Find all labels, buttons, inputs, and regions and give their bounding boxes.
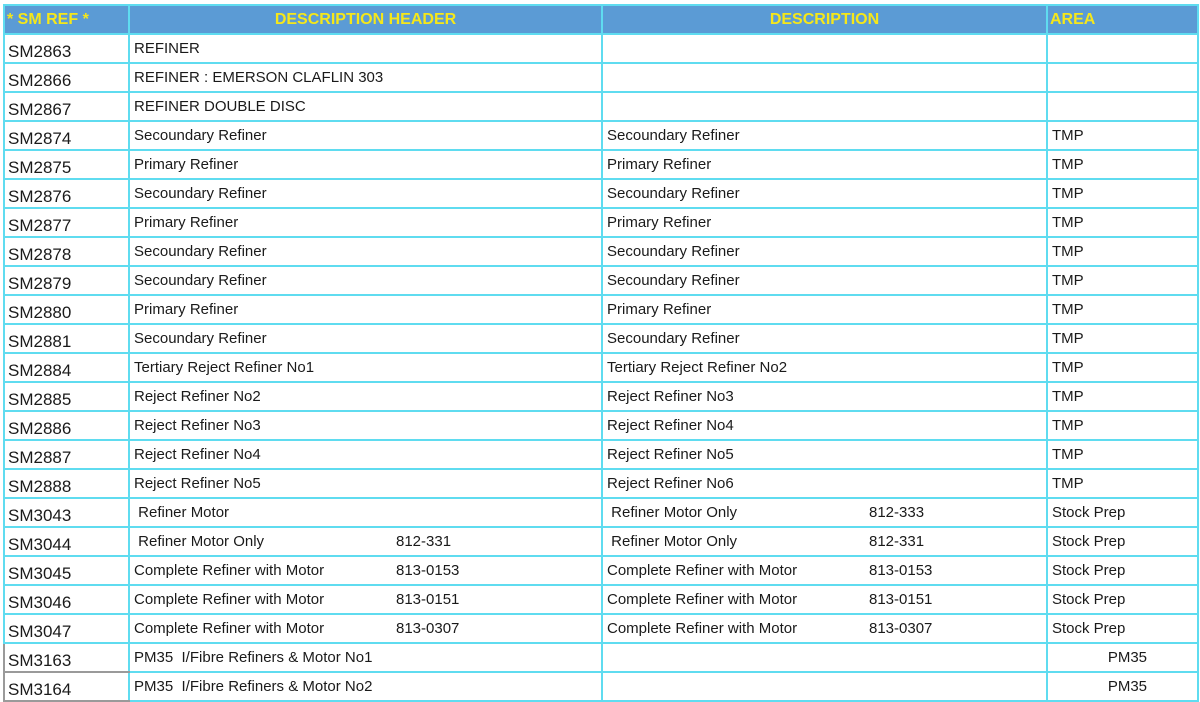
cell-description-text: Primary Refiner: [607, 301, 712, 318]
cell-sm-ref[interactable]: SM2884: [4, 353, 129, 382]
cell-description-header-text: PM35 I/Fibre Refiners & Motor No1: [134, 649, 373, 666]
table-row: [4, 92, 1198, 121]
cell-description-text: Reject Refiner No5: [607, 446, 734, 463]
cell-sm-ref[interactable]: SM3047: [4, 614, 129, 643]
cell-sm-ref[interactable]: SM2867: [4, 92, 129, 121]
cell-description-header-text: Primary Refiner: [134, 301, 239, 318]
table-row: [4, 63, 1198, 92]
cell-description-header[interactable]: [129, 585, 602, 614]
cell-area[interactable]: [1047, 34, 1198, 63]
cell-sm-ref[interactable]: SM2875: [4, 150, 129, 179]
table-row: [4, 643, 1198, 672]
cell-sm-ref[interactable]: SM2878: [4, 237, 129, 266]
cell-sm-ref[interactable]: SM2863: [4, 34, 129, 63]
cell-description-code: 812-333: [869, 504, 925, 521]
cell-area[interactable]: TMP: [1047, 411, 1198, 440]
cell-description-text: Primary Refiner: [607, 214, 712, 231]
cell-description-header-text: Complete Refiner with Motor: [134, 620, 325, 637]
cell-description-text: Refiner Motor Only: [607, 504, 738, 521]
cell-description-header-text: REFINER : EMERSON CLAFLIN 303: [134, 69, 384, 86]
cell-description-header-text: Refiner Motor Only: [134, 533, 265, 550]
cell-area[interactable]: Stock Prep: [1047, 498, 1198, 527]
cell-description-header-text: Reject Refiner No2: [134, 388, 261, 405]
cell-sm-ref[interactable]: SM3046: [4, 585, 129, 614]
cell-description-header[interactable]: [129, 556, 602, 585]
cell-description-text: Reject Refiner No3: [607, 388, 734, 405]
table-row: [4, 266, 1198, 295]
table-row: [4, 585, 1198, 614]
cell-description-header-text: Secoundary Refiner: [134, 272, 267, 289]
cell-description-header[interactable]: [129, 614, 602, 643]
cell-description-header-text: Complete Refiner with Motor: [134, 562, 325, 579]
cell-description-header-text: Secoundary Refiner: [134, 185, 267, 202]
refiner-table: [3, 4, 1199, 702]
cell-area[interactable]: PM35: [1047, 672, 1198, 701]
cell-description-header[interactable]: [129, 179, 602, 208]
cell-description[interactable]: [602, 121, 1047, 150]
table-row: [4, 411, 1198, 440]
cell-description-header[interactable]: [129, 672, 602, 701]
cell-description[interactable]: [602, 324, 1047, 353]
cell-description-header-text: Primary Refiner: [134, 214, 239, 231]
cell-description-header[interactable]: [129, 121, 602, 150]
cell-sm-ref[interactable]: SM2877: [4, 208, 129, 237]
cell-description[interactable]: [602, 208, 1047, 237]
cell-area[interactable]: TMP: [1047, 121, 1198, 150]
cell-description-text: Reject Refiner No6: [607, 475, 734, 492]
cell-description-text: Secoundary Refiner: [607, 243, 740, 260]
cell-area[interactable]: TMP: [1047, 179, 1198, 208]
cell-description-header-text: Secoundary Refiner: [134, 330, 267, 347]
cell-description-header[interactable]: [129, 324, 602, 353]
cell-area[interactable]: TMP: [1047, 237, 1198, 266]
cell-description-text: Complete Refiner with Motor: [607, 620, 798, 637]
cell-sm-ref[interactable]: SM3044: [4, 527, 129, 556]
cell-description[interactable]: [602, 92, 1047, 121]
cell-description[interactable]: [602, 295, 1047, 324]
cell-sm-ref[interactable]: SM3164: [4, 672, 129, 701]
cell-sm-ref[interactable]: SM2874: [4, 121, 129, 150]
cell-description[interactable]: [602, 672, 1047, 701]
cell-description[interactable]: [602, 150, 1047, 179]
cell-description-header-text: REFINER DOUBLE DISC: [134, 98, 306, 115]
cell-sm-ref[interactable]: SM2881: [4, 324, 129, 353]
cell-description[interactable]: [602, 63, 1047, 92]
cell-area[interactable]: [1047, 92, 1198, 121]
cell-description-header-text: Secoundary Refiner: [134, 127, 267, 144]
cell-description[interactable]: [602, 179, 1047, 208]
cell-description[interactable]: [602, 527, 1047, 556]
cell-sm-ref[interactable]: SM3043: [4, 498, 129, 527]
table-row: [4, 324, 1198, 353]
table-row: [4, 34, 1198, 63]
cell-description-header[interactable]: [129, 150, 602, 179]
cell-description-header[interactable]: [129, 295, 602, 324]
cell-description-header-text: REFINER: [134, 40, 200, 57]
table-row: [4, 498, 1198, 527]
cell-description[interactable]: [602, 614, 1047, 643]
cell-description-header[interactable]: [129, 527, 602, 556]
col-header-description-header[interactable]: DESCRIPTION HEADER: [129, 5, 602, 34]
cell-area[interactable]: TMP: [1047, 150, 1198, 179]
cell-description[interactable]: [602, 440, 1047, 469]
cell-description-text: Primary Refiner: [607, 156, 712, 173]
table-row: [4, 440, 1198, 469]
cell-sm-ref[interactable]: SM2866: [4, 63, 129, 92]
header-row: [4, 5, 1198, 34]
cell-area[interactable]: Stock Prep: [1047, 614, 1198, 643]
table-row: [4, 150, 1198, 179]
cell-description[interactable]: [602, 469, 1047, 498]
cell-area[interactable]: Stock Prep: [1047, 527, 1198, 556]
cell-sm-ref[interactable]: SM2880: [4, 295, 129, 324]
cell-sm-ref[interactable]: SM2879: [4, 266, 129, 295]
table-row: [4, 179, 1198, 208]
cell-description-header-text: Secoundary Refiner: [134, 243, 267, 260]
cell-description-header-text: Tertiary Reject Refiner No1: [134, 359, 315, 376]
cell-description-header-text: PM35 I/Fibre Refiners & Motor No2: [134, 678, 373, 695]
cell-area[interactable]: TMP: [1047, 324, 1198, 353]
cell-description-text: Tertiary Reject Refiner No2: [607, 359, 788, 376]
cell-description[interactable]: [602, 382, 1047, 411]
cell-description-header-text: Complete Refiner with Motor: [134, 591, 325, 608]
cell-description-header[interactable]: [129, 92, 602, 121]
cell-description-header-code: 813-0307: [396, 620, 460, 637]
table-row: [4, 469, 1198, 498]
cell-description[interactable]: [602, 237, 1047, 266]
cell-description-header-text: Reject Refiner No5: [134, 475, 261, 492]
cell-sm-ref[interactable]: SM3163: [4, 643, 129, 672]
cell-area[interactable]: PM35: [1047, 643, 1198, 672]
cell-description-header[interactable]: [129, 353, 602, 382]
cell-sm-ref[interactable]: SM2887: [4, 440, 129, 469]
table-row: [4, 382, 1198, 411]
table-row: [4, 614, 1198, 643]
cell-description-header-text: Reject Refiner No4: [134, 446, 261, 463]
table-row: [4, 295, 1198, 324]
cell-area[interactable]: TMP: [1047, 266, 1198, 295]
table-row: [4, 672, 1198, 701]
cell-description-text: Secoundary Refiner: [607, 330, 740, 347]
cell-description-header[interactable]: [129, 34, 602, 63]
table-row: [4, 237, 1198, 266]
cell-description-header[interactable]: [129, 469, 602, 498]
cell-sm-ref[interactable]: SM3045: [4, 556, 129, 585]
cell-description-header[interactable]: [129, 237, 602, 266]
cell-description-code: 813-0153: [869, 562, 933, 579]
cell-description-text: Refiner Motor Only: [607, 533, 738, 550]
cell-description-text: Secoundary Refiner: [607, 185, 740, 202]
cell-description-header-text: Refiner Motor: [134, 504, 230, 521]
cell-area[interactable]: TMP: [1047, 208, 1198, 237]
cell-description[interactable]: [602, 556, 1047, 585]
cell-description[interactable]: [602, 34, 1047, 63]
cell-sm-ref[interactable]: SM2876: [4, 179, 129, 208]
col-header-description[interactable]: DESCRIPTION: [602, 5, 1047, 34]
cell-description-text: Secoundary Refiner: [607, 272, 740, 289]
cell-description-header[interactable]: [129, 643, 602, 672]
cell-area[interactable]: [1047, 63, 1198, 92]
cell-description-text: Secoundary Refiner: [607, 127, 740, 144]
cell-description-header-code: 812-331: [396, 533, 452, 550]
table-row: [4, 208, 1198, 237]
cell-area[interactable]: Stock Prep: [1047, 556, 1198, 585]
col-header-sm-ref[interactable]: * SM REF *: [4, 5, 129, 34]
cell-description[interactable]: [602, 498, 1047, 527]
table-row: [4, 353, 1198, 382]
cell-description-text: Complete Refiner with Motor: [607, 562, 798, 579]
cell-area[interactable]: TMP: [1047, 295, 1198, 324]
cell-description[interactable]: [602, 266, 1047, 295]
cell-description-header[interactable]: [129, 411, 602, 440]
cell-description-header-code: 813-0153: [396, 562, 460, 579]
cell-description-header[interactable]: [129, 498, 602, 527]
cell-description-header[interactable]: [129, 63, 602, 92]
cell-description-header[interactable]: [129, 208, 602, 237]
cell-description-header-text: Reject Refiner No3: [134, 417, 261, 434]
cell-description-text: Reject Refiner No4: [607, 417, 734, 434]
cell-description[interactable]: [602, 353, 1047, 382]
cell-sm-ref[interactable]: SM2885: [4, 382, 129, 411]
col-header-area[interactable]: AREA: [1047, 5, 1198, 34]
cell-description-text: Complete Refiner with Motor: [607, 591, 798, 608]
cell-description-header-text: Primary Refiner: [134, 156, 239, 173]
table-row: [4, 556, 1198, 585]
cell-description-header-code: 813-0151: [396, 591, 460, 608]
cell-description-header[interactable]: [129, 440, 602, 469]
cell-sm-ref[interactable]: SM2886: [4, 411, 129, 440]
cell-description[interactable]: [602, 585, 1047, 614]
cell-area[interactable]: Stock Prep: [1047, 585, 1198, 614]
cell-description[interactable]: [602, 411, 1047, 440]
cell-area[interactable]: TMP: [1047, 353, 1198, 382]
cell-description-code: 812-331: [869, 533, 925, 550]
cell-sm-ref[interactable]: SM2888: [4, 469, 129, 498]
cell-area[interactable]: TMP: [1047, 469, 1198, 498]
cell-description-code: 813-0151: [869, 591, 933, 608]
cell-description[interactable]: [602, 643, 1047, 672]
cell-area[interactable]: TMP: [1047, 440, 1198, 469]
cell-description-code: 813-0307: [869, 620, 933, 637]
cell-description-header[interactable]: [129, 382, 602, 411]
cell-description-header[interactable]: [129, 266, 602, 295]
table-row: [4, 527, 1198, 556]
cell-area[interactable]: TMP: [1047, 382, 1198, 411]
table-row: [4, 121, 1198, 150]
